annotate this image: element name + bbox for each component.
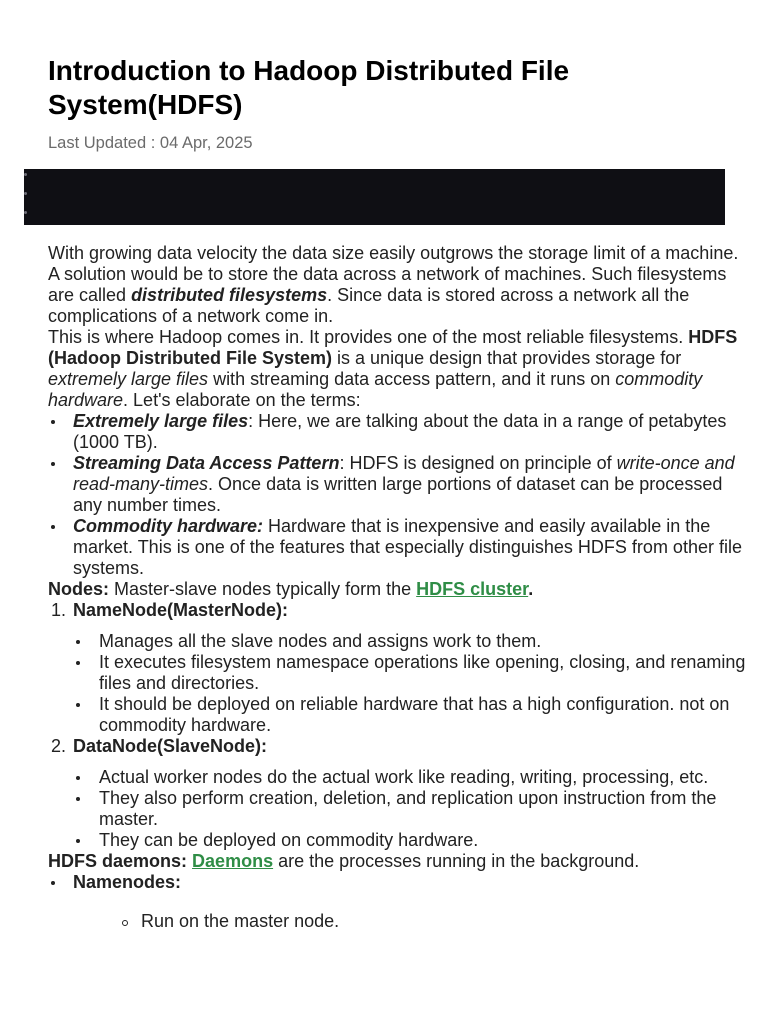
term-label: Commodity hardware: bbox=[73, 516, 264, 536]
list-item: It executes filesystem namespace operations like opening, closing, and renaming files and directories. bbox=[73, 652, 748, 694]
term-text: . Once data is written large portions of dataset can be processed any number times. bbox=[73, 474, 723, 515]
intro-paragraph-2 bbox=[48, 327, 748, 411]
list-item bbox=[48, 411, 748, 453]
daemons-text: are the processes running in the background. bbox=[273, 851, 640, 871]
nodes-paragraph bbox=[48, 579, 748, 600]
banner-dot-icon bbox=[24, 211, 27, 214]
intro-text: is a unique design that provides storage for bbox=[332, 348, 682, 368]
namenode-heading: NameNode(MasterNode): bbox=[73, 600, 289, 620]
article-body bbox=[48, 243, 748, 932]
datanode-bullets bbox=[73, 767, 748, 851]
list-item-namenode bbox=[48, 600, 748, 736]
list-number: 2. bbox=[50, 736, 66, 756]
term-label: Streaming Data Access Pattern bbox=[73, 453, 340, 473]
list-number: 1. bbox=[50, 600, 66, 620]
namenodes-bullets bbox=[73, 911, 748, 932]
intro-text: with streaming data access pattern, and it runs on bbox=[208, 369, 616, 389]
intro-text: With growing data velocity the data size easily outgrows the storage limit of a machine. A solution would be to store the data across a network of machines. Such filesystems are called bbox=[48, 243, 739, 305]
last-updated bbox=[48, 133, 253, 153]
intro-text: This is where Hadoop comes in. It provides one of the most reliable filesystems. bbox=[48, 327, 689, 347]
terms-list bbox=[48, 411, 748, 579]
list-item: They also perform creation, deletion, and replication upon instruction from the master. bbox=[73, 788, 748, 830]
list-item bbox=[48, 453, 748, 516]
term-distributed-filesystems: distributed filesystems bbox=[131, 285, 328, 305]
hdfs-cluster-link[interactable]: HDFS cluster bbox=[416, 579, 529, 599]
list-item: They can be deployed on commodity hardware. bbox=[73, 830, 748, 851]
media-banner[interactable] bbox=[24, 169, 725, 225]
intro-paragraph-1 bbox=[48, 243, 748, 327]
term-text: : HDFS is designed on principle of bbox=[339, 453, 617, 473]
list-item: Actual worker nodes do the actual work like reading, writing, processing, etc. bbox=[73, 767, 748, 788]
list-item: Manages all the slave nodes and assigns work to them. bbox=[73, 631, 748, 652]
term-text: Hardware that is inexpensive and easily available in the market. This is one of the features that especially distinguishes HDFS from other file systems. bbox=[73, 516, 742, 578]
namenode-bullets bbox=[73, 631, 748, 736]
datanode-heading: DataNode(SlaveNode): bbox=[73, 736, 268, 756]
daemons-link[interactable]: Daemons bbox=[192, 851, 274, 871]
daemons-list bbox=[48, 872, 748, 932]
intro-text: . Let's elaborate on the terms: bbox=[123, 390, 361, 410]
namenodes-label: Namenodes: bbox=[73, 872, 182, 892]
banner-dot-icon bbox=[24, 192, 27, 195]
term-commodity-hardware: commodity hardware bbox=[48, 369, 703, 410]
term-label: Extremely large files bbox=[73, 411, 249, 431]
last-updated-label: Last Updated : bbox=[48, 134, 160, 152]
page-title: Introduction to Hadoop Distributed File System(HDFS) bbox=[48, 55, 570, 120]
daemons-paragraph bbox=[48, 851, 748, 872]
term-text: : Here, we are talking about the data in a range of petabytes (1000 TB). bbox=[73, 411, 727, 452]
term-italic: write-once and read-many-times bbox=[73, 453, 735, 494]
daemons-label: HDFS daemons: bbox=[48, 851, 188, 871]
nodes-list bbox=[48, 600, 748, 851]
last-updated-date: 04 Apr, 2025 bbox=[159, 134, 253, 152]
list-item bbox=[48, 872, 748, 932]
list-item-datanode bbox=[48, 736, 748, 851]
list-item bbox=[48, 516, 748, 579]
term-large-files: extremely large files bbox=[48, 369, 209, 389]
intro-text-end: . Since data is stored across a network all the complications of a network come in. bbox=[48, 285, 690, 326]
term-hdfs: HDFS (Hadoop Distributed File System) bbox=[48, 327, 738, 368]
nodes-label: Nodes: bbox=[48, 579, 110, 599]
nodes-end: . bbox=[528, 579, 534, 599]
nodes-text: Master-slave nodes typically form the bbox=[109, 579, 417, 599]
list-item: Run on the master node. bbox=[73, 911, 748, 932]
banner-dot-icon bbox=[24, 173, 27, 176]
list-item: It should be deployed on reliable hardware that has a high configuration. not on commodity hardware. bbox=[73, 694, 748, 736]
